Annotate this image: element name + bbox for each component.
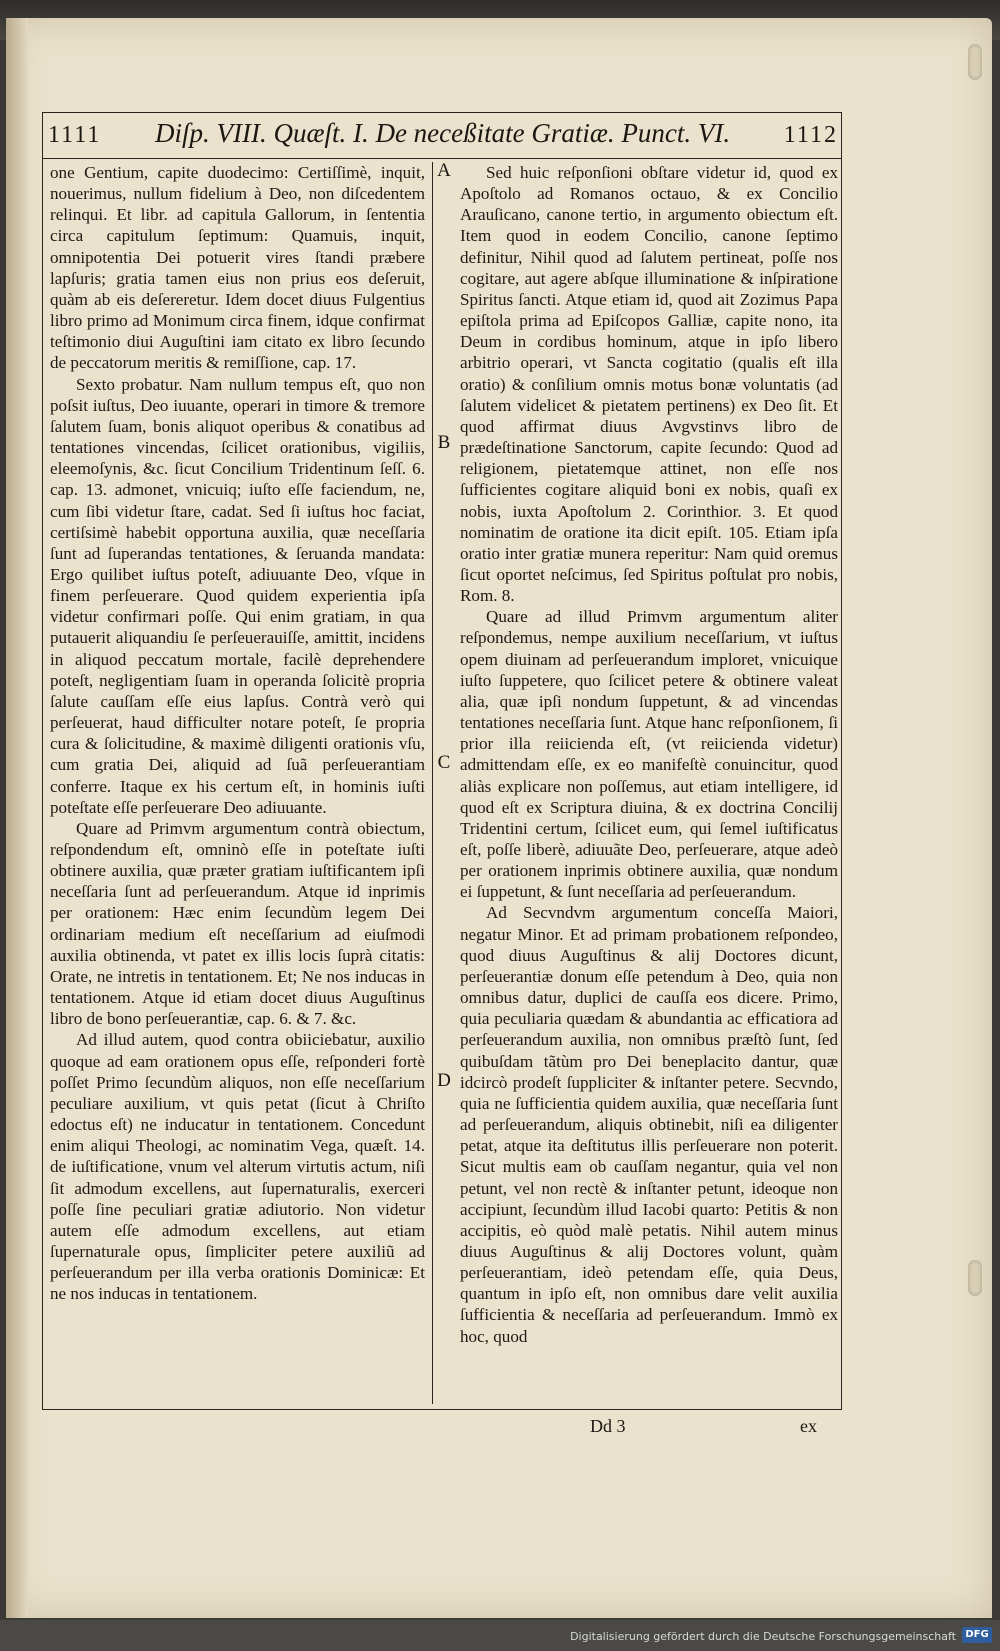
- margin-letter-b: B: [437, 432, 451, 453]
- catchword: ex: [800, 1416, 817, 1436]
- dfg-logo-icon: DFG: [962, 1627, 992, 1643]
- left-column: [50, 162, 425, 1304]
- page-tab: [968, 1260, 982, 1296]
- running-title: Diſp. VIII. Quæſt. I. De neceßitate Gratiæ. Punct. VI.: [154, 118, 731, 148]
- margin-letter-d: D: [437, 1070, 451, 1091]
- folio-left: 1111: [48, 122, 102, 148]
- page-tab: [968, 44, 982, 80]
- paragraph: Ad illud autem, quod contra obiiciebatur, auxilio quoque ad eam orationem opus eſſe, reſponderi fortè poſſet Primo ſecundùm aliquos, non eſſe neceſſarium peculiare auxilium, vt quis petat (ſicut à Chriſto edoctus eſt) ne inducatur in tentationem. Concedunt enim aliqui Theologi, ac nominatim Vega, quæſt. 14. de iuſtificatione, vnum vel alterum virtutis actum, niſi ſit admodum excellens, aut ſupernaturalis, exerceri poſſe ſine peculiari gratiæ adiutorio. Non videtur autem eſſe admodum excellens, aut etiam ſupernaturale opus, ſimpliciter petere auxiliũ ad perſeuerandum per illa verba orationis Dominicæ: Et ne nos inducas in tentationem.: [50, 1030, 425, 1304]
- header-rule: [42, 158, 842, 159]
- margin-letter-c: C: [437, 752, 451, 773]
- page-gutter: [6, 18, 28, 1618]
- folio-right: 1112: [783, 122, 838, 148]
- running-header: [48, 118, 838, 158]
- paragraph: one Gentium, capite duodecimo: Certiſſimè, inquit, nouerimus, nullum fidelium à Deo, non diſcedentem relinqui. Et libr. ad capitula Gallorum, in ſententia circa capitulum ſeptimum: Quamuis, inquit, omnipotentia Dei potuerit vires ſtandi præbere lapſuris; gratia tamen eius non prius eos deſeruit, quàm ab eis deſereretur. Idem docet diuus Fulgentius libro primo ad Monimum circa finem, idque confirmat teſtimonio diui Auguſtini iam citato ex libro ſecundo de peccatorum meritis & remiſſione, cap. 17.: [50, 163, 425, 373]
- column-divider: [432, 162, 433, 1404]
- paragraph: Sexto probatur. Nam nullum tempus eſt, quo non poſsit iuſtus, Deo iuuante, operari in timore & tremore ſalutem ſuam, bonis aliquot operibus & conatibus ad tentationes vincendas, ſcilicet orationibus, vigiliis, eleemoſynis, &c. ſicut Concilium Tridentinum ſeſſ. 6. cap. 13. admonet, vnicuiq; iuſto eſſe faciendum, ne, cum ſibi videtur ſtare, cadat. Sed ſi iuſtus hoc faciat, certiſsimè habebit opportuna auxilia, quæ neceſſaria ſunt ad ſuperandas tentationes, & ſeruanda mandata: Ergo quilibet iuſtus poteſt, adiuuante Deo, vſque in finem perſeuerare. Quod quidem experientia ipſa videtur confirmari poſſe. Qui enim gratiam, in qua putauerit aliquandiu ſe perſeuerauiſſe, amittit, incidens in aliquod peccatum mortale, facilè deprehendere poteſt, negligentiam ſuam in operanda ſolicitè propria ſalute cauſſam eſſe eius lapſus. Contrà verò qui perſeuerat, haud difficulter notare poteſt, ſe propria cura & ſolicitudine, & maximè diligenti orationis vſu, cum gratia Dei, aliquid ad ſuã perſeuerantiam conferre. Itaque ex his certum eſt, in hominis iuſti poteſtate eſſe perſeuerare Deo adiuuante.: [50, 374, 425, 817]
- paragraph: Quare ad illud Primvm argumentum aliter reſpondemus, nempe auxilium neceſſarium, vt iuſtus opem diuinam ad perſeuerandum imploret, vnicuique iuſto ſuppetere, quo ſcilicet petere & obtinere valeat alia, quæ ipſi nondum ſuppetunt, & ad vincendas tentationes neceſſaria ſunt. Atque hanc reſponſionem, ſi prior illa reiicienda eſt, (vt reiicienda videtur) admittendam eſſe, ex eo manifeſtè conuincitur, quod aliàs explicare non poſſemus, aut etiam intelligere, id quod eſt ex Scriptura diuina, & ex doctrina Concilij Tridentini certum, ſcilicet eum, qui ſemel iuſtificatus eſt, poſſe liberè, adiuuãte Deo, perſeuerare, atque adeò per orationem inprimis obtinere auxilia, quæ nondum ei ſuppetunt, & ſunt neceſſaria ad perſeuerandum.: [460, 607, 838, 902]
- right-column: [460, 162, 838, 1347]
- digitization-credit: Digitalisierung gefördert durch die Deutsche Forschungsgemeinschaft: [570, 1630, 956, 1643]
- paragraph: Ad Secvndvm argumentum conceſſa Maiori, negatur Minor. Et ad primam probationem reſpondeo, quod diuus Auguſtinus & alij Doctores dicunt, perſeuerantiæ donum eſſe petendum à Deo, quia non omnibus datur, duplici de cauſſa eos dicere. Primo, quia peculiaria quædam & abundantia ac efficatiora ad perſeuerandum auxilia, non omnibus præſtò ſunt, ſed quibuſdam tãtùm pro Dei beneplacito dantur, quæ idcircò prodeſt ſuppliciter & inſtanter petere. Secvndo, quia ne ſufficientia quidem auxilia, quæ neceſſaria ſunt ad perſeuerandum, aliquis obtinebit, niſi ea diligenter petat, atque ita deſtitutus illis perſeuerare non poterit. Sicut multis eam ob cauſſam negantur, quia vel non petunt, vel non rectè & inſtanter petunt, ideoque non accipiunt, ſecundùm illud Iacobi quarto: Petitis & non accipitis, eò quòd malè petatis. Nihil autem minus diuus Auguſtinus & alij Doctores volunt, quàm perſeuerantiam, ideò petendam eſſe, quia Deus, quantum in ipſo eſt, non omnibus dare velit auxilia ſufficientia & neceſſaria ad perſeuerandum. Immò ex hoc, quod: [460, 903, 838, 1346]
- margin-letter-a: A: [437, 160, 451, 181]
- paragraph: Quare ad Primvm argumentum contrà obiectum, reſpondendum eſt, omninò eſſe in poteſtate iuſti obtinere auxilia, quæ præter gratiam iuſtificantem ipſi neceſſaria ſunt ad perſeuerandum. Atque id inprimis per orationem: Hæc enim ſecundùm legem Dei ordinariam medium eſt neceſſarium ad eiuſmodi auxilia obtinenda, vt patet ex illis locis ſuprà citatis: Orate, ne intretis in tentationem. Et; Ne nos inducas in tentationem. Atque id etiam docet diuus Auguſtinus libro de bono perſeuerantiæ, cap. 6. & 7. &c.: [50, 818, 425, 1029]
- signature-mark: Dd 3: [590, 1416, 626, 1436]
- paragraph: Sed huic reſponſioni obſtare videtur id, quod ex Apoſtolo ad Romanos octauo, & ex Concilio Arauſicano, canone tertio, in argumento obiectum eſt. Item quod in eodem Concilio, canone ſeptimo definitur, Nihil quod ad ſalutem pertineat, poſſe nos cogitare, aut agere abſque illuminatione & inſpiratione Spiritus ſancti. Atque etiam id, quod ait Zozimus Papa epiſtola prima ad Epiſcopos Galliæ, capite nono, ita Deum in cordibus hominum, atque in ipſo libero arbitrio operari, vt Sancta cogitatio (qualis eſt illa oratio) & conſilium omnis motus bonæ voluntatis (ad ſalutem videlicet & pietatem pertinens) ex Deo ſit. Et quod affirmat diuus Avgvstinvs libro de prædeſtinatione Sanctorum, capite ſecundo: Quod ad religionem, pietatemque attinet, non eſſe nos ſufficientes cogitare aliquid boni ex nobis, quaſi ex nobis, iuxta Apoſtolum 2. Corinthior. 3. Et quod nominatim de oratione ita dicit epiſt. 105. Etiam ipſa oratio inter gratiæ munera reperitur: Nam quid oremus ſicut oportet neſcimus, ſed Spiritus poſtulat pro nobis, Rom. 8.: [460, 163, 838, 606]
